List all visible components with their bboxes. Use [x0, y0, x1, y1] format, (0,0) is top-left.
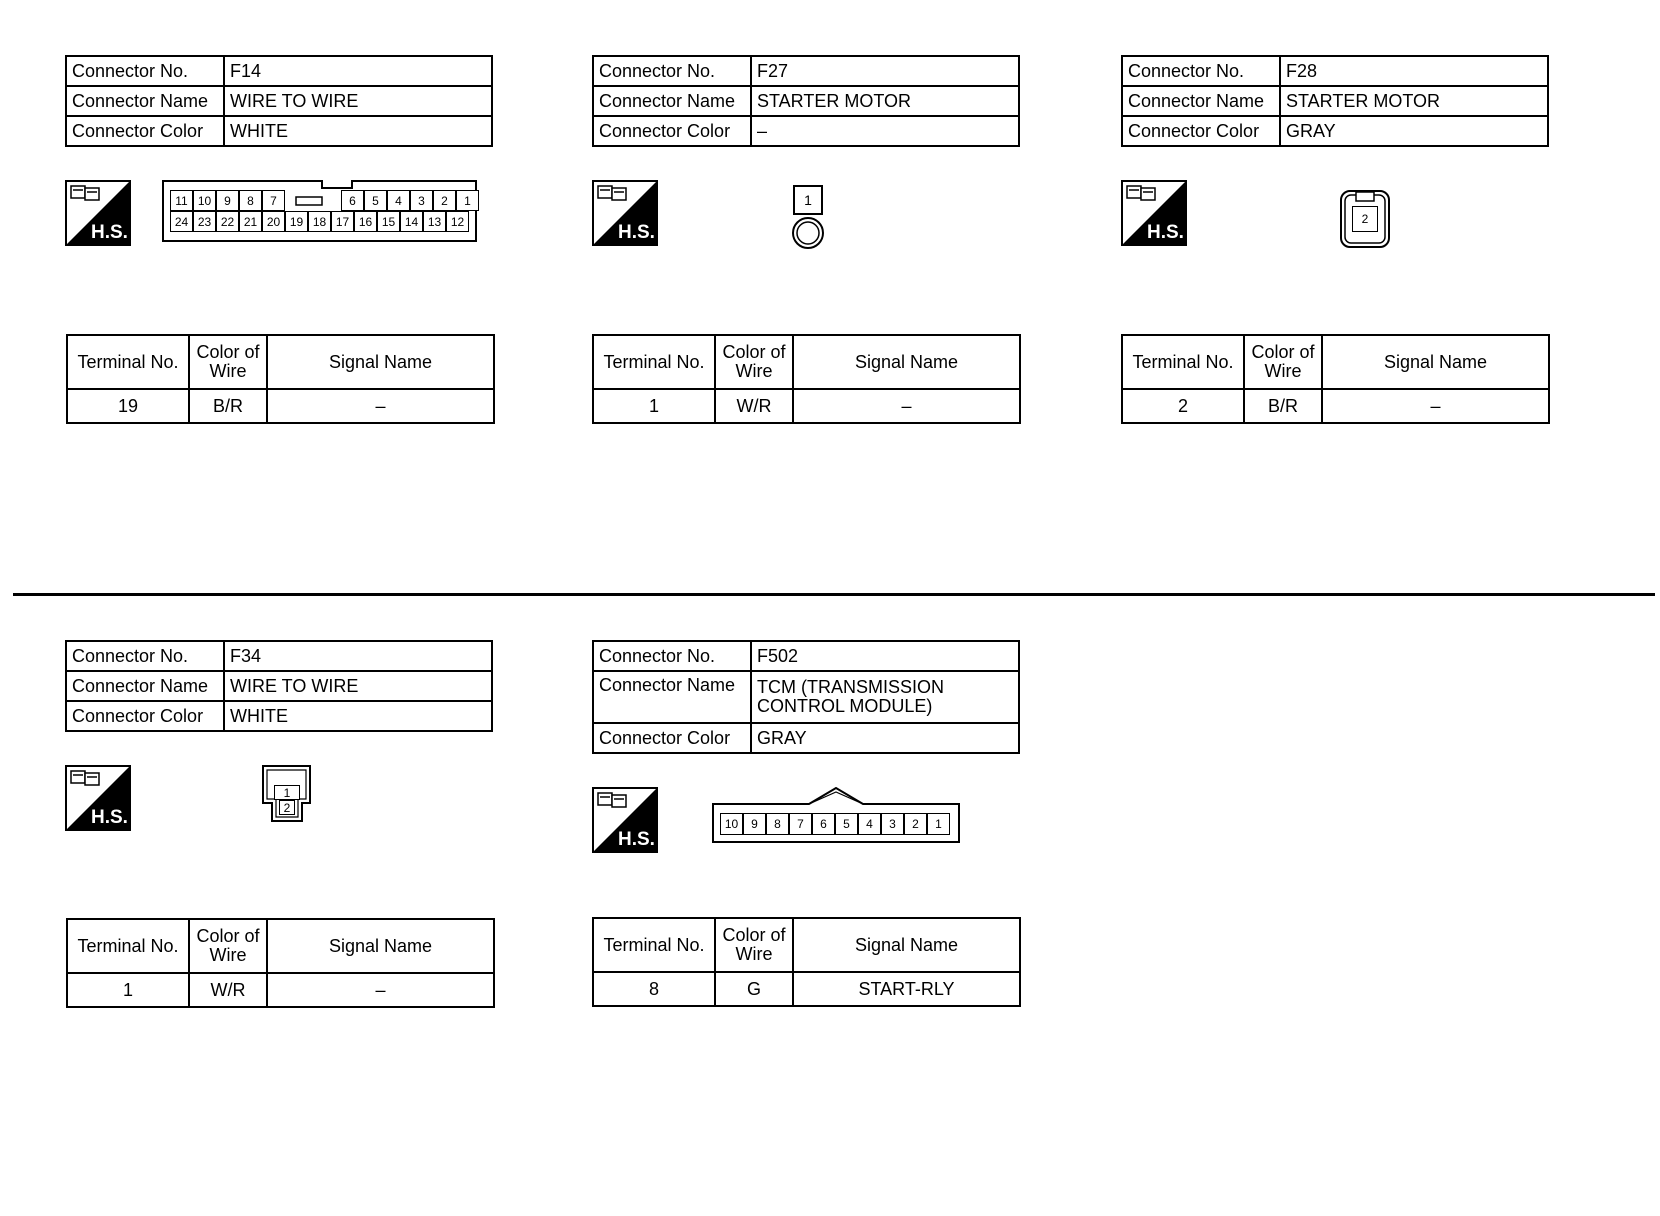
connector-info-table [592, 640, 1020, 754]
connector-f502 [592, 640, 1020, 754]
connector-info-table [1121, 55, 1549, 147]
pin: 23 [193, 211, 216, 232]
signal-name-cell: – [793, 389, 1020, 423]
terminal-no-header: Terminal No. [67, 919, 189, 973]
pin: 19 [285, 211, 308, 232]
harness-side-icon [592, 787, 658, 853]
color-of-wire-header: Color of Wire [1244, 335, 1322, 389]
connector-color-value: WHITE [224, 701, 492, 731]
pin: 6 [341, 190, 364, 211]
pin: 1 [793, 185, 823, 215]
color-of-wire-header: Color of Wire [189, 335, 267, 389]
pin: 21 [239, 211, 262, 232]
signal-name-header: Signal Name [793, 918, 1020, 972]
pin: 3 [410, 190, 433, 211]
connector-no-label: Connector No. [66, 56, 224, 86]
terminal-no-cell: 19 [67, 389, 189, 423]
pin: 1 [456, 190, 479, 211]
pin: 16 [354, 211, 377, 232]
pin: 2 [904, 813, 927, 835]
pin: 5 [364, 190, 387, 211]
connector-name-value: STARTER MOTOR [1280, 86, 1548, 116]
pin: 9 [743, 813, 766, 835]
signal-name-header: Signal Name [267, 919, 494, 973]
hs-label: H.S. [1147, 222, 1184, 243]
pin: 4 [858, 813, 881, 835]
terminal-no-header: Terminal No. [1122, 335, 1244, 389]
wire-color-cell: G [715, 972, 793, 1006]
pin: 20 [262, 211, 285, 232]
pin: 15 [377, 211, 400, 232]
terminal-no-header: Terminal No. [593, 918, 715, 972]
pin: 2 [279, 800, 295, 815]
pin: 2 [433, 190, 456, 211]
connector-color-label: Connector Color [1122, 116, 1280, 146]
hs-label: H.S. [618, 222, 655, 243]
connector-color-value: WHITE [224, 116, 492, 146]
pin: 1 [274, 785, 300, 800]
signal-name-header: Signal Name [793, 335, 1020, 389]
pin: 10 [720, 813, 743, 835]
connector-no-label: Connector No. [593, 56, 751, 86]
connector-name-label: Connector Name [1122, 86, 1280, 116]
connector-no-label: Connector No. [66, 641, 224, 671]
connector-f28 [1121, 55, 1549, 147]
connector-color-label: Connector Color [66, 116, 224, 146]
connector-no-value: F28 [1280, 56, 1548, 86]
signal-name-cell: – [267, 389, 494, 423]
terminal-table-f28 [1121, 334, 1550, 424]
connector-f27 [592, 55, 1020, 147]
connector-color-label: Connector Color [66, 701, 224, 731]
hs-label: H.S. [91, 222, 128, 243]
connector-name-value: WIRE TO WIRE [224, 671, 492, 701]
pin: 8 [766, 813, 789, 835]
connector-f34-face [262, 765, 312, 823]
connector-no-value: F34 [224, 641, 492, 671]
connector-info-table [65, 55, 493, 147]
color-of-wire-header: Color of Wire [715, 335, 793, 389]
harness-side-icon [592, 180, 658, 246]
wire-color-cell: B/R [189, 389, 267, 423]
terminal-table-f34 [66, 918, 495, 1008]
wire-color-cell: W/R [715, 389, 793, 423]
pin: 10 [193, 190, 216, 211]
connector-name-label: Connector Name [593, 86, 751, 116]
harness-side-icon [65, 180, 131, 246]
pin: 7 [262, 190, 285, 211]
connector-f34 [65, 640, 493, 732]
connector-f14 [65, 55, 493, 147]
pin: 11 [170, 190, 193, 211]
terminal-table-f14 [66, 334, 495, 424]
signal-name-cell: – [267, 973, 494, 1007]
hs-label: H.S. [618, 829, 655, 850]
pin: 1 [927, 813, 950, 835]
pin: 6 [812, 813, 835, 835]
connector-no-value: F27 [751, 56, 1019, 86]
pin: 14 [400, 211, 423, 232]
terminal-no-header: Terminal No. [593, 335, 715, 389]
section-divider [13, 593, 1655, 596]
color-of-wire-header: Color of Wire [189, 919, 267, 973]
harness-side-icon [1121, 180, 1187, 246]
connector-f502-face [712, 787, 960, 843]
connector-name-label: Connector Name [66, 671, 224, 701]
wire-color-cell: B/R [1244, 389, 1322, 423]
signal-name-header: Signal Name [1322, 335, 1549, 389]
pin: 22 [216, 211, 239, 232]
terminal-no-cell: 8 [593, 972, 715, 1006]
pin: 7 [789, 813, 812, 835]
signal-name-cell: – [1322, 389, 1549, 423]
connector-no-label: Connector No. [1122, 56, 1280, 86]
connector-name-value: TCM (TRANSMISSION CONTROL MODULE) [751, 671, 1019, 723]
pin: 9 [216, 190, 239, 211]
pin: 3 [881, 813, 904, 835]
signal-name-header: Signal Name [267, 335, 494, 389]
terminal-no-header: Terminal No. [67, 335, 189, 389]
connector-name-label: Connector Name [66, 86, 224, 116]
signal-name-cell: START-RLY [793, 972, 1020, 1006]
connector-no-value: F14 [224, 56, 492, 86]
connector-name-value: WIRE TO WIRE [224, 86, 492, 116]
connector-color-label: Connector Color [593, 723, 751, 753]
connector-no-label: Connector No. [593, 641, 751, 671]
pin: 4 [387, 190, 410, 211]
connector-color-value: – [751, 116, 1019, 146]
connector-name-label: Connector Name [593, 671, 751, 723]
pin: 13 [423, 211, 446, 232]
terminal-table-f502 [592, 917, 1021, 1007]
pin: 12 [446, 211, 469, 232]
hs-label: H.S. [91, 807, 128, 828]
connector-no-value: F502 [751, 641, 1019, 671]
pin: 2 [1352, 206, 1378, 232]
connector-color-value: GRAY [1280, 116, 1548, 146]
pin: 17 [331, 211, 354, 232]
terminal-no-cell: 1 [67, 973, 189, 1007]
terminal-no-cell: 1 [593, 389, 715, 423]
connector-color-label: Connector Color [593, 116, 751, 146]
connector-f28-face [1340, 190, 1390, 248]
pin: 5 [835, 813, 858, 835]
terminal-table-f27 [592, 334, 1021, 424]
pin: 18 [308, 211, 331, 232]
connector-info-table [65, 640, 493, 732]
connector-name-value: STARTER MOTOR [751, 86, 1019, 116]
connector-f14-face [162, 180, 477, 242]
connector-color-value: GRAY [751, 723, 1019, 753]
harness-side-icon [65, 765, 131, 831]
connector-f27-face [791, 185, 827, 251]
color-of-wire-header: Color of Wire [715, 918, 793, 972]
pin: 8 [239, 190, 262, 211]
wire-color-cell: W/R [189, 973, 267, 1007]
pin: 24 [170, 211, 193, 232]
connector-info-table [592, 55, 1020, 147]
terminal-no-cell: 2 [1122, 389, 1244, 423]
